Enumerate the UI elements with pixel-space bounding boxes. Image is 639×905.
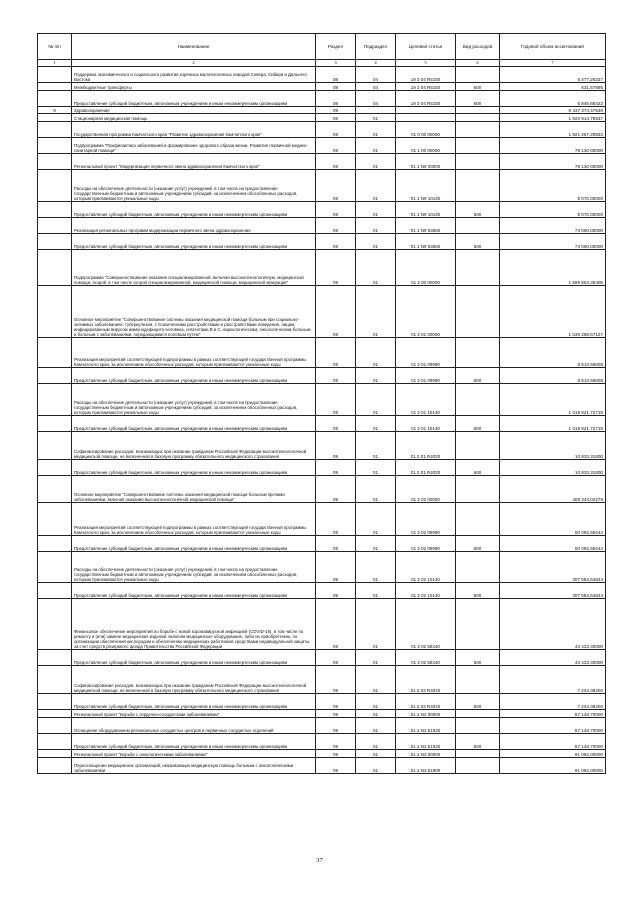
row-target-article: 19 3 04 R5150: [396, 67, 456, 83]
row-expense-type: 600: [456, 91, 500, 107]
table-row: [38, 460, 606, 476]
row-podrazdel: 01: [356, 384, 396, 416]
row-target-article: 01 2 N2 00000: [396, 710, 456, 718]
row-target-article: 01 2 02 R4020: [396, 694, 456, 710]
row-expense-type: [456, 114, 500, 122]
row-razdel: 09: [316, 599, 356, 650]
row-target-article: 19 3 04 R5150: [396, 83, 456, 91]
row-name: Предоставление субсидий бюджетным, автономным учреждениям и иным некоммерческим организациям: [72, 460, 316, 476]
row-expense-type: [456, 338, 500, 368]
row-razdel: 09: [316, 122, 356, 138]
table-row: [38, 503, 606, 536]
row-number: [38, 154, 72, 170]
row-number: [38, 694, 72, 710]
row-expense-type: 600: [456, 536, 500, 552]
table-row: [38, 91, 606, 107]
row-podrazdel: 01: [356, 114, 396, 122]
col-number: 4: [356, 60, 396, 67]
row-name: Предоставление субсидий бюджетным, автономным учреждениям и иным некоммерческим организациям: [72, 234, 316, 250]
row-razdel: 09: [316, 384, 356, 416]
row-amount: 1 019 921,72719: [500, 416, 606, 432]
table-row: [38, 250, 606, 286]
row-target-article: 01 2 N3 51900: [396, 758, 456, 774]
table-row: [38, 107, 606, 114]
row-number: [38, 138, 72, 154]
row-number: [38, 718, 72, 734]
table-row: [38, 114, 606, 122]
row-number: [38, 338, 72, 368]
row-amount: 1 921 267,28933: [500, 122, 606, 138]
row-amount: 307 584,54834: [500, 552, 606, 583]
table-row: [38, 694, 606, 710]
table-row: [38, 750, 606, 758]
row-target-article: 01 2 N3 00000: [396, 750, 456, 758]
row-target-article: 01 0 00 00000: [396, 122, 456, 138]
row-podrazdel: 01: [356, 750, 396, 758]
row-amount: 307 584,54834: [500, 583, 606, 599]
budget-table: [37, 33, 606, 774]
row-expense-type: [456, 432, 500, 460]
row-podrazdel: 01: [356, 416, 396, 432]
row-podrazdel: 01: [356, 138, 396, 154]
row-target-article: [396, 107, 456, 114]
row-amount: 1 595 853,35405: [500, 250, 606, 286]
row-amount: 631,57895: [500, 83, 606, 91]
row-number: [38, 503, 72, 536]
row-expense-type: 600: [456, 416, 500, 432]
row-razdel: 09: [316, 138, 356, 154]
row-name: Расходы на обеспечение деятельности (оказание услуг) учреждений, в том числе на предоставление государственным бюджетным и автономным учреждениям субсидий, за исключением обособленных расходов, которым присваиваются уникальные коды: [72, 552, 316, 583]
table-row: [38, 218, 606, 234]
row-number: [38, 460, 72, 476]
col-header-name: Наименование: [72, 34, 316, 60]
row-number: [38, 202, 72, 218]
row-amount: 8 437 374,47548: [500, 107, 606, 114]
row-expense-type: [456, 286, 500, 338]
column-number-row: [38, 60, 606, 67]
row-number: [38, 750, 72, 758]
col-number: 6: [456, 60, 500, 67]
row-name: Переоснащение медицинских организаций, оказывающих медицинскую помощь больным с онкологическими заболеваниями: [72, 758, 316, 774]
row-podrazdel: 01: [356, 734, 396, 750]
table-row: [38, 432, 606, 460]
row-number: [38, 250, 72, 286]
row-amount: 50 082,69244: [500, 536, 606, 552]
row-razdel: 09: [316, 710, 356, 718]
row-expense-type: [456, 170, 500, 202]
row-number: [38, 536, 72, 552]
row-target-article: 01 2 02 58440: [396, 650, 456, 666]
row-expense-type: [456, 503, 500, 536]
row-podrazdel: 01: [356, 552, 396, 583]
table-row: [38, 138, 606, 154]
row-target-article: 01 2 00 00000: [396, 250, 456, 286]
row-razdel: 09: [316, 503, 356, 536]
col-header-razdel: Раздел: [316, 34, 356, 60]
row-razdel: 09: [316, 583, 356, 599]
row-razdel: 09: [316, 250, 356, 286]
row-amount: 8 513,58608: [500, 338, 606, 368]
row-target-article: 01 2 02 00000: [396, 476, 456, 503]
row-amount: 43 433,40000: [500, 650, 606, 666]
row-razdel: 09: [316, 202, 356, 218]
row-podrazdel: 01: [356, 536, 396, 552]
table-row: [38, 666, 606, 694]
row-expense-type: [456, 250, 500, 286]
row-expense-type: [456, 758, 500, 774]
row-name: Межбюджетные трансферты: [72, 83, 316, 91]
row-podrazdel: 01: [356, 460, 396, 476]
row-target-article: 01 2 01 09990: [396, 368, 456, 384]
row-name: Предоставление субсидий бюджетным, автономным учреждениям и иным некоммерческим организациям: [72, 416, 316, 432]
budget-sheet: [37, 33, 605, 774]
row-expense-type: [456, 384, 500, 416]
row-number: [38, 368, 72, 384]
row-name: Оснащение оборудованием региональных сосудистых центров и первичных сосудистых отделений: [72, 718, 316, 734]
row-razdel: 09: [316, 666, 356, 694]
row-podrazdel: 01: [356, 202, 396, 218]
row-target-article: 01 2 01 10140: [396, 384, 456, 416]
row-number: [38, 650, 72, 666]
row-number: [38, 432, 72, 460]
row-target-article: 01 2 N2 51920: [396, 734, 456, 750]
row-amount: 6 477,26337: [500, 67, 606, 83]
row-podrazdel: 01: [356, 338, 396, 368]
row-podrazdel: 01: [356, 666, 396, 694]
row-amount: 43 433,40000: [500, 599, 606, 650]
row-name: Реализация мероприятий соответствующей подпрограммы в рамках соответствующей государственной программы Камчатского края, за исключением обособленных расходов, которым присваиваются уникальные коды: [72, 503, 316, 536]
col-header-podrazdel: Подраздел: [356, 34, 396, 60]
table-row: [38, 734, 606, 750]
row-razdel: 08: [316, 91, 356, 107]
row-razdel: 09: [316, 476, 356, 503]
col-number: 1: [38, 60, 72, 67]
row-number: [38, 758, 72, 774]
row-amount: 78 130,00000: [500, 138, 606, 154]
row-razdel: 09: [316, 718, 356, 734]
row-name: Предоставление субсидий бюджетным, автономным учреждениям и иным некоммерческим организациям: [72, 368, 316, 384]
row-name: Здравоохранение: [72, 107, 316, 114]
row-target-article: 01 2 01 R4020: [396, 460, 456, 476]
table-row: [38, 416, 606, 432]
row-razdel: 09: [316, 107, 356, 114]
row-podrazdel: 01: [356, 154, 396, 170]
row-number: [38, 218, 72, 234]
row-razdel: 09: [316, 114, 356, 122]
row-number: [38, 114, 72, 122]
row-razdel: 09: [316, 154, 356, 170]
row-number: [38, 666, 72, 694]
row-name: Софинансирование расходов, возникающих при оказании гражданам Российской Федерации высокотехнологичной медицинской помощи, не включенной в базовую программу обязательного медицинского страхования: [72, 666, 316, 694]
row-razdel: 09: [316, 552, 356, 583]
table-body: [38, 67, 606, 774]
row-name: Предоставление субсидий бюджетным, автономным учреждениям и иным некоммерческим организациям: [72, 536, 316, 552]
row-name: Предоставление субсидий бюджетным, автономным учреждениям и иным некоммерческим организациям: [72, 583, 316, 599]
row-target-article: 01 2 01 09990: [396, 338, 456, 368]
row-name: Подпрограмма "Профилактика заболеваний и формирование здорового образа жизни. Развитие первичной медико-санитарной помощи": [72, 138, 316, 154]
row-expense-type: 500: [456, 83, 500, 91]
col-header-csr: Целевая статья: [396, 34, 456, 60]
row-target-article: 01 1 N9 00000: [396, 154, 456, 170]
row-number: [38, 384, 72, 416]
row-amount: 5 845,68422: [500, 91, 606, 107]
row-expense-type: [456, 138, 500, 154]
table-row: [38, 599, 606, 650]
row-podrazdel: 01: [356, 122, 396, 138]
row-number: [38, 552, 72, 583]
table-row: [38, 710, 606, 718]
row-target-article: 01 2 01 10140: [396, 416, 456, 432]
row-number: [38, 416, 72, 432]
row-razdel: 09: [316, 170, 356, 202]
row-expense-type: [456, 599, 500, 650]
row-podrazdel: 01: [356, 583, 396, 599]
row-expense-type: 600: [456, 583, 500, 599]
table-row: [38, 122, 606, 138]
row-target-article: 01 1 00 00000: [396, 138, 456, 154]
row-expense-type: [456, 154, 500, 170]
row-expense-type: [456, 476, 500, 503]
table-row: [38, 384, 606, 416]
row-name: Стационарная медицинская помощь: [72, 114, 316, 122]
table-row: [38, 67, 606, 83]
row-amount: 7 243,38200: [500, 666, 606, 694]
row-amount: 10 833,31800: [500, 460, 606, 476]
row-target-article: 01 2 01 00000: [396, 286, 456, 338]
row-amount: 10 833,31800: [500, 432, 606, 460]
col-number: 7: [500, 60, 606, 67]
row-name: Предоставление субсидий бюджетным, автономным учреждениям и иным некоммерческим организациям: [72, 734, 316, 750]
row-amount: 5 070,00000: [500, 170, 606, 202]
row-podrazdel: 01: [356, 694, 396, 710]
row-name: Подпрограмма "Совершенствование оказания специализированной, включая высокотехнологичную, медицинской помощи, скорой, в том числе скорой специализированной, медицинской помощи, медицинской эвакуации": [72, 250, 316, 286]
row-razdel: 09: [316, 338, 356, 368]
row-podrazdel: 01: [356, 170, 396, 202]
row-podrazdel: 01: [356, 218, 396, 234]
col-number: 3: [316, 60, 356, 67]
row-target-article: 19 3 04 R5150: [396, 91, 456, 107]
table-row: [38, 286, 606, 338]
row-razdel: 09: [316, 286, 356, 338]
row-number: [38, 91, 72, 107]
row-expense-type: 600: [456, 650, 500, 666]
row-number: [38, 170, 72, 202]
row-number: [38, 234, 72, 250]
row-number: [38, 710, 72, 718]
row-name: Реализация региональных программ модернизации первичного звена здравоохранения: [72, 218, 316, 234]
table-row: [38, 234, 606, 250]
table-row: [38, 583, 606, 599]
row-podrazdel: 04: [356, 83, 396, 91]
row-expense-type: [456, 718, 500, 734]
table-row: [38, 338, 606, 368]
row-razdel: 09: [316, 734, 356, 750]
row-podrazdel: 01: [356, 758, 396, 774]
row-expense-type: [456, 122, 500, 138]
row-target-article: 01 1 N9 10140: [396, 202, 456, 218]
table-row: [38, 202, 606, 218]
row-name: Предоставление субсидий бюджетным, автономным учреждениям и иным некоммерческим организациям: [72, 694, 316, 710]
row-podrazdel: 01: [356, 476, 396, 503]
row-expense-type: [456, 666, 500, 694]
row-amount: 73 060,00000: [500, 234, 606, 250]
row-name: Предоставление субсидий бюджетным, автономным учреждениям и иным некоммерческим организациям: [72, 91, 316, 107]
table-row: [38, 758, 606, 774]
row-name: Региональный проект "Модернизация первичного звена здравоохранения Камчатского края": [72, 154, 316, 170]
row-podrazdel: 01: [356, 710, 396, 718]
row-expense-type: 600: [456, 734, 500, 750]
table-row: [38, 650, 606, 666]
table-row: [38, 476, 606, 503]
row-amount: 50 082,69244: [500, 503, 606, 536]
row-podrazdel: 01: [356, 250, 396, 286]
row-target-article: 01 2 02 10140: [396, 552, 456, 583]
row-podrazdel: 01: [356, 432, 396, 460]
table-row: [38, 170, 606, 202]
row-number: [38, 122, 72, 138]
row-name: Софинансирование расходов, возникающих при оказании гражданам Российской Федерации высокотехнологичной медицинской помощи, не включенной в базовую программу обязательного медицинского страхования: [72, 432, 316, 460]
row-target-article: 01 1 N9 53650: [396, 234, 456, 250]
row-target-article: 01 2 01 R4020: [396, 432, 456, 460]
row-target-article: 01 2 02 R4020: [396, 666, 456, 694]
row-name: Поддержка экономического и социального развития коренных малочисленных народов Севера, Сибири и Дальнего Востока: [72, 67, 316, 83]
row-name: Региональный проект "Борьба с сердечно-сосудистыми заболеваниями": [72, 710, 316, 718]
row-razdel: 09: [316, 218, 356, 234]
row-amount: 91 092,00000: [500, 758, 606, 774]
row-amount: 1 019 921,72719: [500, 384, 606, 416]
row-number: [38, 583, 72, 599]
row-amount: 1 039 268,67127: [500, 286, 606, 338]
row-podrazdel: 01: [356, 718, 396, 734]
row-amount: 57 148,70000: [500, 718, 606, 734]
row-expense-type: 600: [456, 234, 500, 250]
row-target-article: 01 1 N9 53650: [396, 218, 456, 234]
row-razdel: 09: [316, 416, 356, 432]
row-razdel: 09: [316, 758, 356, 774]
row-target-article: 01 2 02 10140: [396, 583, 456, 599]
row-target-article: 01 2 02 58440: [396, 599, 456, 650]
row-podrazdel: 04: [356, 91, 396, 107]
row-podrazdel: 01: [356, 503, 396, 536]
row-amount: 8 513,58608: [500, 368, 606, 384]
row-name: Реализация мероприятий соответствующей подпрограммы в рамках соответствующей государственной программы Камчатского края, за исключением обособленных расходов, которым присваиваются уникальные коды: [72, 338, 316, 368]
table-row: [38, 154, 606, 170]
row-expense-type: [456, 710, 500, 718]
row-razdel: 09: [316, 234, 356, 250]
row-podrazdel: 01: [356, 650, 396, 666]
page-number: 37: [316, 857, 323, 864]
row-razdel: 09: [316, 694, 356, 710]
row-number: [38, 734, 72, 750]
row-expense-type: [456, 552, 500, 583]
row-razdel: 09: [316, 368, 356, 384]
col-number: 5: [396, 60, 456, 67]
row-amount: 7 243,38200: [500, 694, 606, 710]
col-header-vr: Вид расходов: [456, 34, 500, 60]
row-amount: 1 923 914,78937: [500, 114, 606, 122]
row-target-article: 01 2 02 09990: [396, 536, 456, 552]
row-razdel: 09: [316, 460, 356, 476]
row-amount: 408 344,02278: [500, 476, 606, 503]
row-number: [38, 599, 72, 650]
row-name: Государственная программа Камчатского края "Развитие здравоохранения Камчатского края": [72, 122, 316, 138]
row-amount: 78 130,00000: [500, 154, 606, 170]
row-amount: 5 070,00000: [500, 202, 606, 218]
table-row: [38, 718, 606, 734]
row-name: Региональный проект "Борьба с онкологическими заболеваниями": [72, 750, 316, 758]
row-name: Основное мероприятие "Совершенствование системы оказания медицинской помощи больным при социально-значимых заболеваниях: туберкулезом, с психическими расстройствами и расстройствами поведения, лицам, инфицированным вирусом иммунодефицита человека, гепатитами В и С, наркологическим, онкологическим больным и больным с заболеваниями, передающимися половым путем": [72, 286, 316, 338]
row-expense-type: 600: [456, 368, 500, 384]
row-razdel: 09: [316, 536, 356, 552]
row-razdel: 08: [316, 83, 356, 91]
row-number: [38, 83, 72, 91]
row-expense-type: [456, 67, 500, 83]
row-amount: 91 092,00000: [500, 750, 606, 758]
row-podrazdel: 01: [356, 234, 396, 250]
row-amount: 57 148,70000: [500, 734, 606, 750]
row-amount: 73 060,00000: [500, 218, 606, 234]
row-name: Финансовое обеспечение мероприятий по борьбе с новой коронавирусной инфекцией (COVID-19), в том числе по ремонту и (или) замене медицинских изделий, включая медицинское оборудование, либо их приобретению, по организации обеспечения кислородом и обеспечению медицинских работников средствами индивидуальной защиты, за счет средств резервного фонда Правительства Российской Федерации: [72, 599, 316, 650]
row-number: 9: [38, 107, 72, 114]
row-razdel: 09: [316, 650, 356, 666]
header-row: [38, 34, 606, 60]
row-razdel: 08: [316, 67, 356, 83]
row-expense-type: 600: [456, 460, 500, 476]
row-number: [38, 286, 72, 338]
table-row: [38, 552, 606, 583]
row-target-article: [396, 114, 456, 122]
table-row: [38, 368, 606, 384]
table-row: [38, 83, 606, 91]
row-target-article: 01 2 N2 51920: [396, 718, 456, 734]
row-expense-type: 600: [456, 202, 500, 218]
col-header-num: № п/п: [38, 34, 72, 60]
row-expense-type: [456, 750, 500, 758]
row-razdel: 09: [316, 432, 356, 460]
table-row: [38, 536, 606, 552]
row-expense-type: [456, 107, 500, 114]
row-podrazdel: 01: [356, 599, 396, 650]
row-podrazdel: 01: [356, 368, 396, 384]
row-name: Предоставление субсидий бюджетным, автономным учреждениям и иным некоммерческим организациям: [72, 202, 316, 218]
row-expense-type: 600: [456, 694, 500, 710]
row-number: [38, 67, 72, 83]
row-name: Расходы на обеспечение деятельности (оказание услуг) учреждений, в том числе на предоставление государственным бюджетным и автономным учреждениям субсидий, за исключением обособленных расходов, которым присваиваются уникальные коды: [72, 384, 316, 416]
row-name: Предоставление субсидий бюджетным, автономным учреждениям и иным некоммерческим организациям: [72, 650, 316, 666]
row-podrazdel: [356, 107, 396, 114]
row-podrazdel: 04: [356, 67, 396, 83]
row-razdel: 09: [316, 750, 356, 758]
col-number: 2: [72, 60, 316, 67]
row-name: Расходы на обеспечение деятельности (оказание услуг) учреждений, в том числе на предоставление государственным бюджетным и автономным учреждениям субсидий, за исключением обособленных расходов, которым присваиваются уникальные коды: [72, 170, 316, 202]
row-target-article: 01 2 02 09990: [396, 503, 456, 536]
row-name: Основное мероприятие "Совершенствование системы оказания медицинской помощи больным прочими заболеваниями, включая оказание высокотехнологичной медицинской помощи": [72, 476, 316, 503]
row-podrazdel: 01: [356, 286, 396, 338]
col-header-amount: Годовой объем ассигнований: [500, 34, 606, 60]
row-expense-type: [456, 218, 500, 234]
row-amount: 57 148,70000: [500, 710, 606, 718]
row-target-article: 01 1 N9 10140: [396, 170, 456, 202]
row-number: [38, 476, 72, 503]
